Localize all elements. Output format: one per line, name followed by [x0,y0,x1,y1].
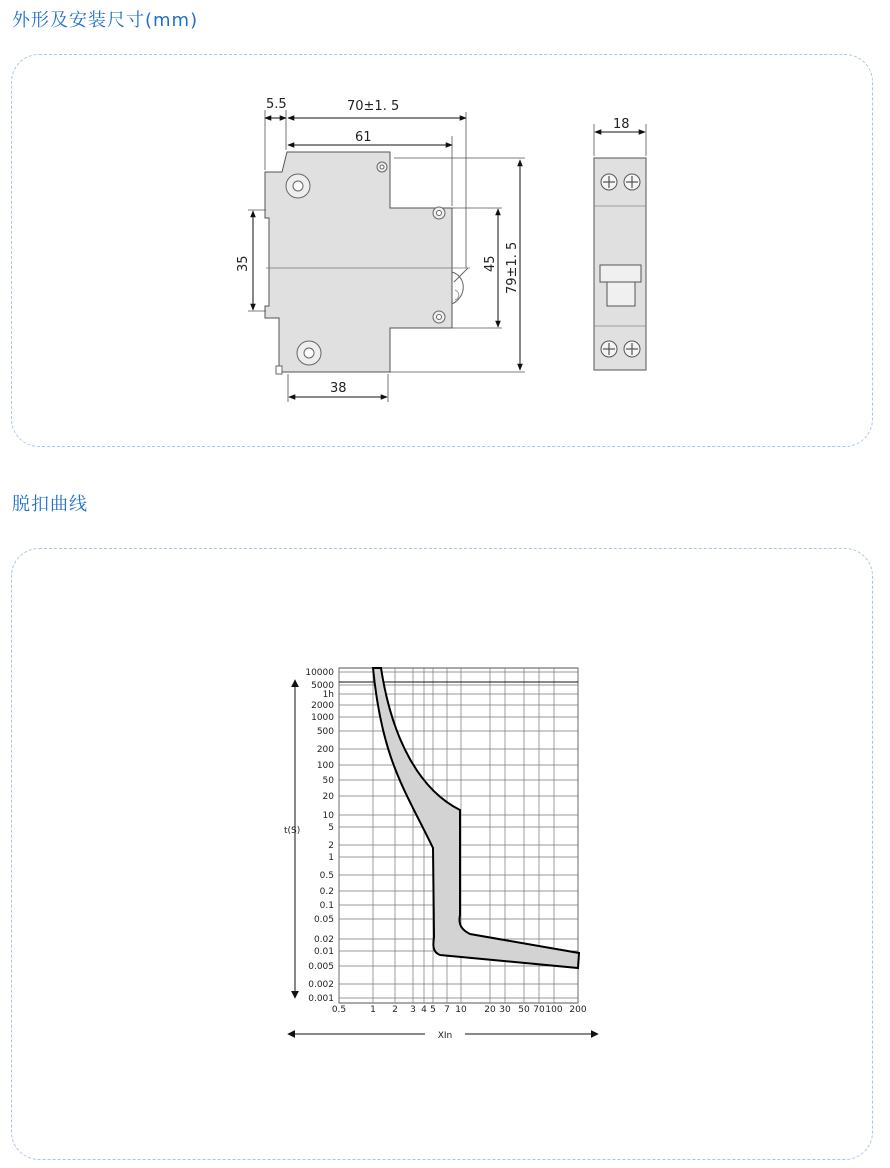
x-tick-label: 0.5 [331,1005,347,1015]
y-tick-label: 0.1 [319,901,334,911]
y-tick-label: 1 [328,853,334,863]
y-tick-label: 0.02 [313,935,334,945]
y-tick-label: 50 [322,776,334,786]
x-tick-label: 5 [430,1005,436,1015]
x-tick-label: 4 [421,1005,427,1015]
y-tick-label: 2 [328,841,334,851]
x-tick-label: 100 [545,1005,563,1015]
x-tick-label: 1 [370,1005,376,1015]
y-tick-label: 1000 [311,713,334,723]
y-tick-label: 100 [316,761,334,771]
trip-curve-section-title: 脱扣曲线 [12,494,88,515]
y-tick-label: 0.002 [308,980,334,990]
x-tick-label: 20 [484,1005,496,1015]
x-tick-label: 7 [444,1005,450,1015]
y-tick-label: 0.01 [313,947,334,957]
dim-5-5-label: 5.5 [266,97,287,112]
dimensions-section-title: 外形及安装尺寸(mm) [12,10,199,31]
x-tick-label: 10 [455,1005,467,1015]
y-tick-label: 200 [316,745,334,755]
y-tick-label: 10000 [305,668,334,678]
y-axis-label: t(S) [284,826,301,836]
x-tick-label: 70 [533,1005,545,1015]
y-tick-label: 0.2 [319,887,334,897]
y-tick-label: 5 [328,823,334,833]
dim-45-label: 45 [483,255,498,272]
x-tick-label: 200 [569,1005,587,1015]
dim-79-label: 79±1. 5 [505,241,520,294]
x-tick-label: 50 [518,1005,530,1015]
y-tick-label: 20 [322,792,334,802]
dim-18-label: 18 [613,117,630,132]
y-tick-label: 0.001 [308,994,334,1004]
x-tick-label: 2 [392,1005,398,1015]
dim-61-label: 61 [355,130,372,145]
dim-38-label: 38 [330,381,347,396]
y-tick-label: 2000 [311,701,334,711]
dim-35-label: 35 [236,255,251,272]
y-tick-label: 0.05 [313,915,334,925]
x-tick-label: 30 [499,1005,511,1015]
x-tick-label: 3 [410,1005,416,1015]
dim-70-label: 70±1. 5 [347,99,400,114]
y-tick-label: 1h [322,690,334,700]
y-tick-label: 0.005 [308,962,334,972]
x-axis-label: XIn [437,1031,453,1041]
y-tick-label: 0.5 [319,871,334,881]
y-tick-label: 5000 [311,681,334,691]
y-tick-label: 10 [322,811,334,821]
y-tick-label: 500 [316,727,334,737]
